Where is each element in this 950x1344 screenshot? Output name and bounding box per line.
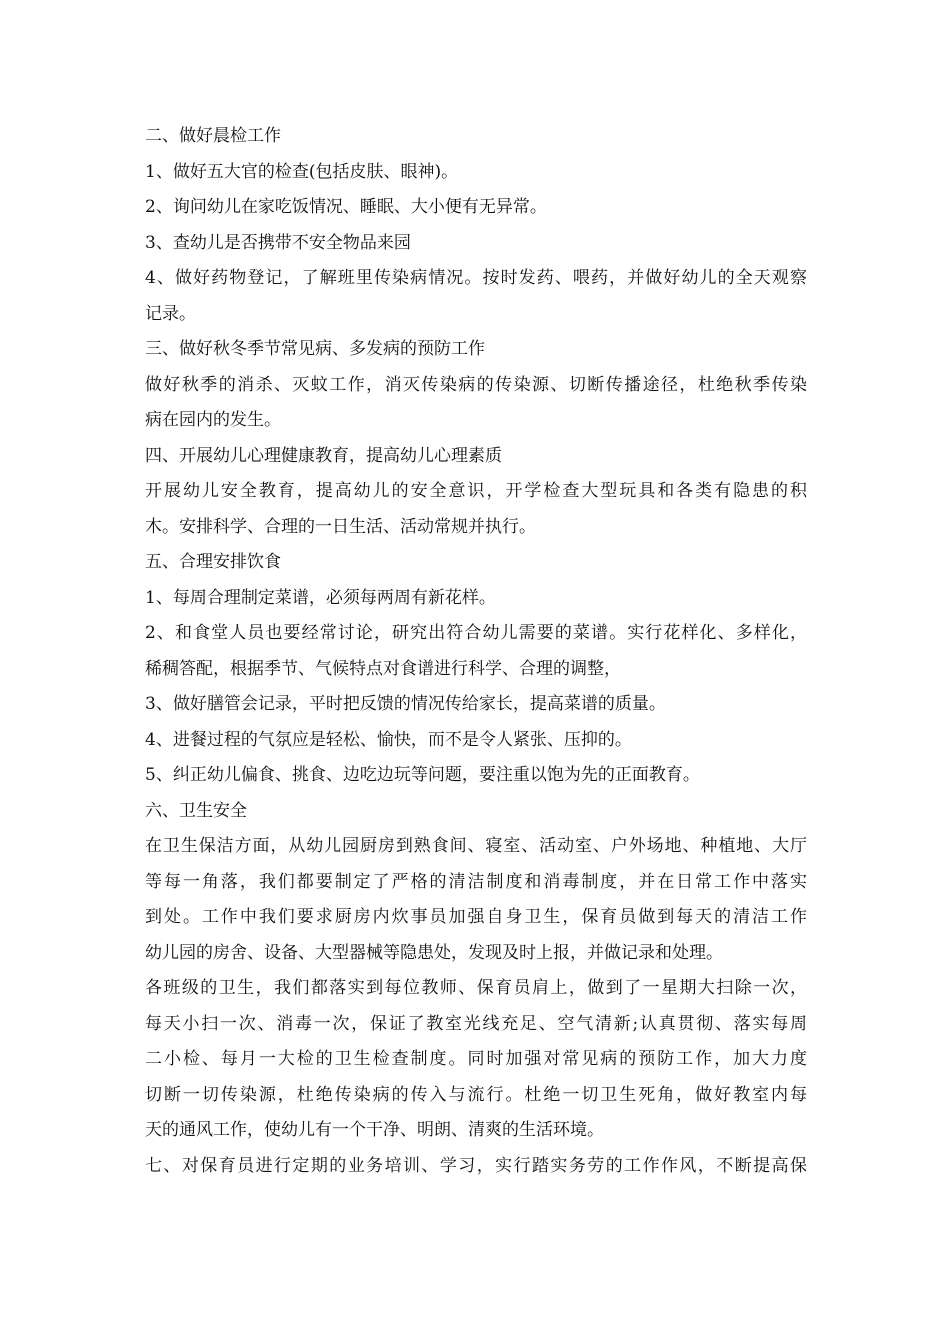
paragraph-line: 做好秋季的消杀、灭蚊工作，消灭传染病的传染源、切断传播途径，杜绝秋季传染 [145,374,807,395]
section-heading-staff-training: 七、对保育员进行定期的业务培训、学习，实行踏实务劳的工作作风，不断提高保 [145,1155,807,1176]
paragraph-line: 4、做好药物登记，了解班里传染病情况。按时发药、喂药，并做好幼儿的全天观察 [145,268,807,288]
paragraph-line: 等每一角落，我们都要制定了严格的清洁制度和消毒制度，并在日常工作中落实 [145,871,807,892]
paragraph-line: 开展幼儿安全教育，提高幼儿的安全意识，开学检查大型玩具和各类有隐患的积 [145,481,807,501]
paragraph-line: 1、每周合理制定菜谱，必须每两周有新花样。 [145,587,496,608]
paragraph-line: 切断一切传染源，杜绝传染病的传入与流行。杜绝一切卫生死角，做好教室内每 [145,1084,807,1105]
paragraph-line: 2、询问幼儿在家吃饭情况、睡眠、大小便有无异常。 [145,197,547,217]
document-body [145,119,807,1184]
paragraph-line: 1、做好五大官的检查(包括皮肤、眼神)。 [145,161,459,182]
paragraph-line: 到处。工作中我们要求厨房内炊事员加强自身卫生，保育员做到每天的清洁工作 [145,907,807,927]
paragraph-line: 病在园内的发生。 [145,410,281,430]
paragraph-line: 各班级的卫生，我们都落实到每位教师、保育员肩上，做到了一星期大扫除一次， [145,978,807,998]
section-heading-disease-prevention: 三、做好秋冬季节常见病、多发病的预防工作 [145,339,485,359]
paragraph-line: 在卫生保洁方面，从幼儿园厨房到熟食间、寝室、活动室、户外场地、种植地、大厅 [145,836,807,856]
section-heading-hygiene: 六、卫生安全 [145,800,247,821]
paragraph-line: 木。安排科学、合理的一日生活、活动常规并执行。 [145,516,536,537]
paragraph-line: 3、做好膳管会记录，平时把反馈的情况传给家长，提高菜谱的质量。 [145,694,666,714]
paragraph-line: 3、查幼儿是否携带不安全物品来园 [145,232,411,253]
paragraph-line: 4、进餐过程的气氛应是轻松、愉快，而不是令人紧张、压抑的。 [145,729,632,750]
paragraph-line: 稀稠答配，根据季节、气候特点对食谱进行科学、合理的调整， [145,658,621,679]
paragraph-line: 二小检、每月一大检的卫生检查制度。同时加强对常见病的预防工作，加大力度 [145,1049,807,1069]
paragraph-line: 每天小扫一次、消毒一次，保证了教室光线充足、空气清新;认真贯彻、落实每周 [145,1013,807,1034]
paragraph-line: 记录。 [145,303,196,324]
section-heading-diet: 五、合理安排饮食 [145,552,281,572]
section-heading-morning-check: 二、做好晨检工作 [145,126,281,146]
paragraph-line: 5、纠正幼儿偏食、挑食、边吃边玩等问题，要注重以饱为先的正面教育。 [145,765,700,785]
paragraph-line: 天的通风工作，使幼儿有一个干净、明朗、清爽的生活环境。 [145,1120,604,1140]
paragraph-line: 幼儿园的房舍、设备、大型器械等隐患处，发现及时上报，并做记录和处理。 [145,942,723,963]
section-heading-mental-health: 四、开展幼儿心理健康教育，提高幼儿心理素质 [145,445,502,466]
paragraph-line: 2、和食堂人员也要经常讨论，研究出符合幼儿需要的菜谱。实行花样化、多样化， [145,623,807,643]
